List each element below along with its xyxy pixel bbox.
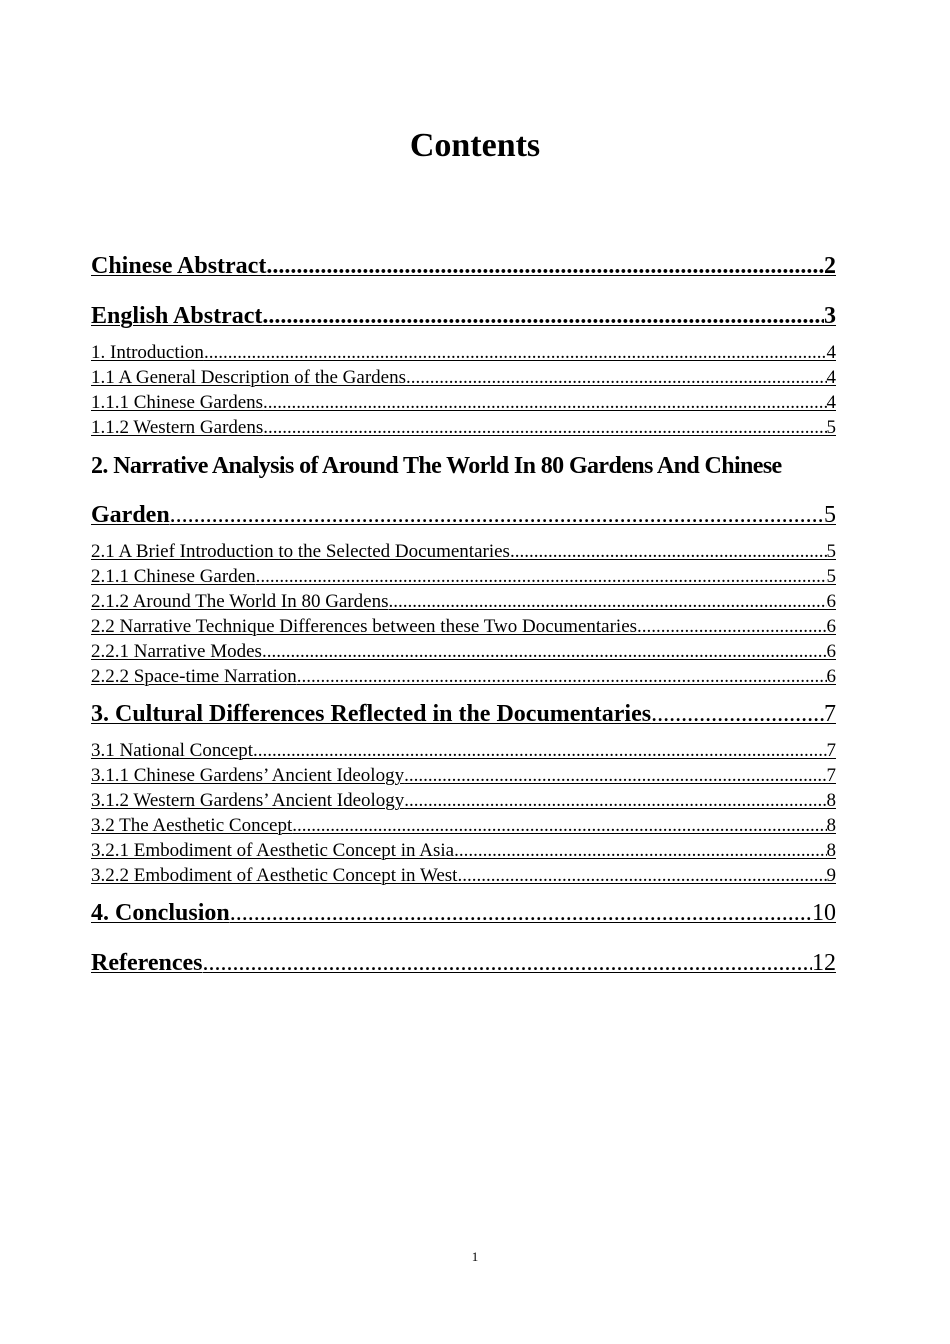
toc-leader-dots (637, 615, 826, 639)
toc-page-number: 7 (824, 701, 836, 727)
toc-page-number: 4 (826, 392, 836, 413)
toc-page-number: 5 (824, 502, 836, 528)
toc-page-number: 7 (826, 765, 836, 786)
toc-entry-conclusion[interactable] (91, 899, 836, 927)
toc-entry-text: 2.2.1 Narrative Modes (91, 641, 262, 662)
toc-page-number: 3 (824, 303, 836, 329)
toc-leader-dots (204, 341, 827, 365)
toc-entry-introduction[interactable] (91, 341, 836, 365)
toc-entry-narrative-analysis[interactable] (91, 501, 836, 529)
toc-leader-dots (651, 700, 824, 728)
toc-entry-references[interactable] (91, 949, 836, 977)
toc-entry-text: 3.2.2 Embodiment of Aesthetic Concept in West (91, 865, 458, 886)
toc-leader-dots (256, 565, 827, 589)
toc-leader-dots (292, 814, 826, 838)
toc-page-number: 5 (826, 417, 836, 438)
toc-entry-brief-introduction[interactable] (91, 540, 836, 564)
toc-leader-dots (263, 391, 826, 415)
toc-leader-dots (203, 949, 813, 977)
toc-entry-text: 2.2 Narrative Technique Differences between these Two Documentaries (91, 616, 638, 637)
toc-entry-text: 3.1 National Concept (91, 740, 253, 761)
toc-entry-narrative-technique[interactable] (91, 615, 836, 639)
toc-page-number: 10 (812, 900, 836, 926)
toc-page-number: 9 (826, 865, 836, 886)
toc-page-number: 4 (826, 342, 836, 363)
toc-leader-dots (510, 540, 827, 564)
toc-page-number: 2 (824, 253, 836, 279)
toc-entry-text: 1.1.1 Chinese Gardens (91, 392, 264, 413)
toc-leader-dots (404, 789, 826, 813)
toc-entry-text: Garden (91, 502, 170, 528)
toc-leader-dots (263, 416, 826, 440)
toc-entry-text: 2.1.2 Around The World In 80 Gardens (91, 591, 389, 612)
toc-page-number: 4 (826, 367, 836, 388)
toc-entry-text: 2.1.1 Chinese Garden (91, 566, 256, 587)
toc-leader-dots (266, 252, 824, 280)
toc-leader-dots (457, 864, 826, 888)
toc-leader-dots (170, 501, 824, 529)
toc-page-number: 6 (826, 616, 836, 637)
toc-entry-text: 2.2.2 Space-time Narration (91, 666, 297, 687)
toc-page-number: 5 (826, 566, 836, 587)
toc-entry-around-the-world[interactable] (91, 590, 836, 614)
toc-leader-dots (230, 899, 812, 927)
toc-entry-aesthetic-west[interactable] (91, 864, 836, 888)
toc-entry-text: 4. Conclusion (91, 900, 230, 926)
toc-leader-dots (297, 665, 827, 689)
toc-leader-dots (389, 590, 827, 614)
toc-entry-space-time[interactable] (91, 665, 836, 689)
toc-leader-dots (404, 764, 826, 788)
toc-entry-narrative-modes[interactable] (91, 640, 836, 664)
toc-leader-dots (406, 366, 827, 390)
page-title: Contents (409, 127, 541, 164)
toc-entry-text: English Abstract (91, 303, 263, 329)
toc-entry-chinese-ideology[interactable] (91, 764, 836, 788)
toc-leader-dots (253, 739, 827, 763)
toc-entry-text: 3.2.1 Embodiment of Aesthetic Concept in Asia (91, 840, 455, 861)
toc-leader-dots (262, 302, 824, 330)
toc-leader-dots (454, 839, 826, 863)
toc-entry-text: References (91, 950, 203, 976)
toc-entry-text: 3.1.2 Western Gardens’ Ancient Ideology (91, 790, 405, 811)
toc-entry-text: 1.1 A General Description of the Gardens (91, 367, 406, 388)
toc-page-number: 8 (826, 815, 836, 836)
toc-entry-chinese-garden[interactable] (91, 565, 836, 589)
toc-entry-aesthetic-asia[interactable] (91, 839, 836, 863)
toc-page-number: 8 (826, 790, 836, 811)
toc-entry-western-gardens[interactable] (91, 416, 836, 440)
toc-page-number: 6 (826, 666, 836, 687)
toc-page-number: 7 (826, 740, 836, 761)
footer-page-number: 1 (471, 1249, 479, 1264)
toc-page-number: 6 (826, 591, 836, 612)
toc-entry-text: 3.1.1 Chinese Gardens’ Ancient Ideology (91, 765, 405, 786)
toc-leader-dots (262, 640, 827, 664)
toc-entry-chinese-abstract[interactable] (91, 252, 836, 280)
toc-entry-text: 3.2 The Aesthetic Concept (91, 815, 293, 836)
toc-page-number: 5 (826, 541, 836, 562)
toc-page-number: 6 (826, 641, 836, 662)
toc-entry-english-abstract[interactable] (91, 302, 836, 330)
toc-entry-text: Chinese Abstract (91, 253, 267, 279)
toc-page-number: 12 (812, 950, 836, 976)
toc-entry-text: 1.1.2 Western Gardens (91, 417, 264, 438)
toc-entry-cultural-differences[interactable] (91, 700, 836, 728)
toc-entry-aesthetic-concept[interactable] (91, 814, 836, 838)
toc-entry-text: 2.1 A Brief Introduction to the Selected Documentaries (91, 541, 510, 562)
toc-entry-narrative-analysis-line1[interactable]: 2. Narrative Analysis of Around The World In 80 Gardens And Chinese (91, 453, 782, 479)
toc-page-number: 8 (826, 840, 836, 861)
toc-entry-general-description[interactable] (91, 366, 836, 390)
toc-entry-text: 3. Cultural Differences Reflected in the Documentaries (91, 701, 652, 727)
toc-entry-chinese-gardens[interactable] (91, 391, 836, 415)
toc-entry-western-ideology[interactable] (91, 789, 836, 813)
toc-entry-text: 1. Introduction (91, 342, 204, 363)
toc-entry-national-concept[interactable] (91, 739, 836, 763)
